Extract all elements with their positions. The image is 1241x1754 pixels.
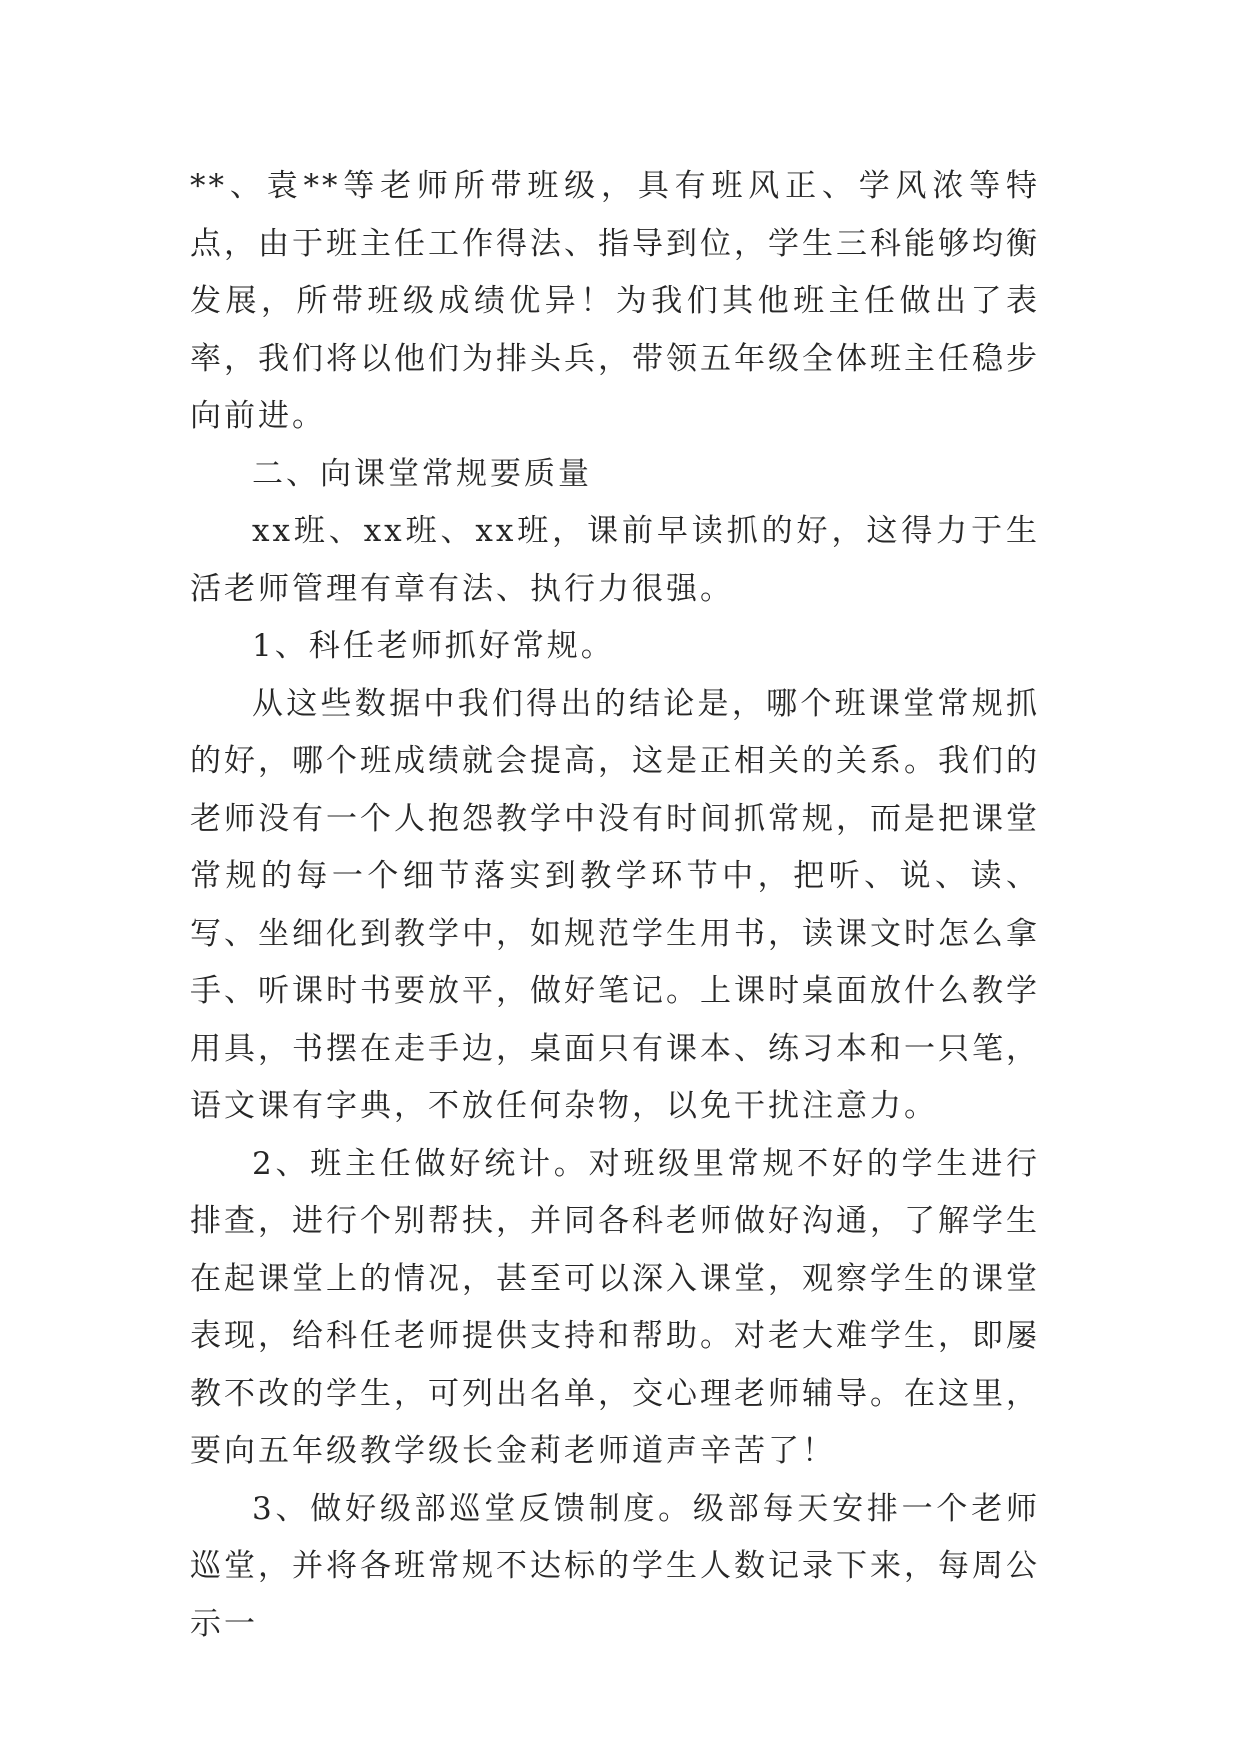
subheading-teachers-routine: 1、科任老师抓好常规。 xyxy=(252,628,615,664)
paragraph-head-teacher-statistics: 2、班主任做好统计。对班级里常规不好的学生进行排查，进行个别帮扶，并同各科老师做好沟通，了解学生在起课堂上的情况，甚至可以深入课堂，观察学生的课堂表现，给科任老师提供支持和帮助。对老大难学生，即屡教不改的学生，可列出名单，交心理老师辅导。在这里，要向五年级教学级长金莉老师道声辛苦了！ xyxy=(190,1145,1040,1469)
paragraph-patrol-feedback: 3、做好级部巡堂反馈制度。级部每天安排一个老师巡堂，并将各班常规不达标的学生人数记录下来，每周公示一 xyxy=(190,1490,1040,1642)
section-heading: 二、向课堂常规要质量 xyxy=(252,455,592,492)
paragraph-early-reading: xx班、xx班、xx班，课前早读抓的好，这得力于生活老师管理有章有法、执行力很强。 xyxy=(190,513,1040,607)
paragraph-data-conclusion: 从这些数据中我们得出的结论是，哪个班课堂常规抓的好，哪个班成绩就会提高，这是正相关的关系。我们的老师没有一个人抱怨教学中没有时间抓常规，而是把课堂常规的每一个细节落实到教学环节中，把听、说、读、写、坐细化到教学中，如规范学生用书，读课文时怎么拿手、听课时书要放平，做好笔记。上课时桌面放什么教学用具，书摆在走手边，桌面只有课本、练习本和一只笔，语文课有字典，不放任何杂物，以免干扰注意力。 xyxy=(190,685,1040,1124)
document-body xyxy=(190,158,1040,1653)
paragraph-continuation: **、袁**等老师所带班级，具有班风正、学风浓等特点，由于班主任工作得法、指导到位，学生三科能够均衡发展，所带班级成绩优异！为我们其他班主任做出了表率，我们将以他们为排头兵，带领五年级全体班主任稳步向前进。 xyxy=(190,168,1040,434)
